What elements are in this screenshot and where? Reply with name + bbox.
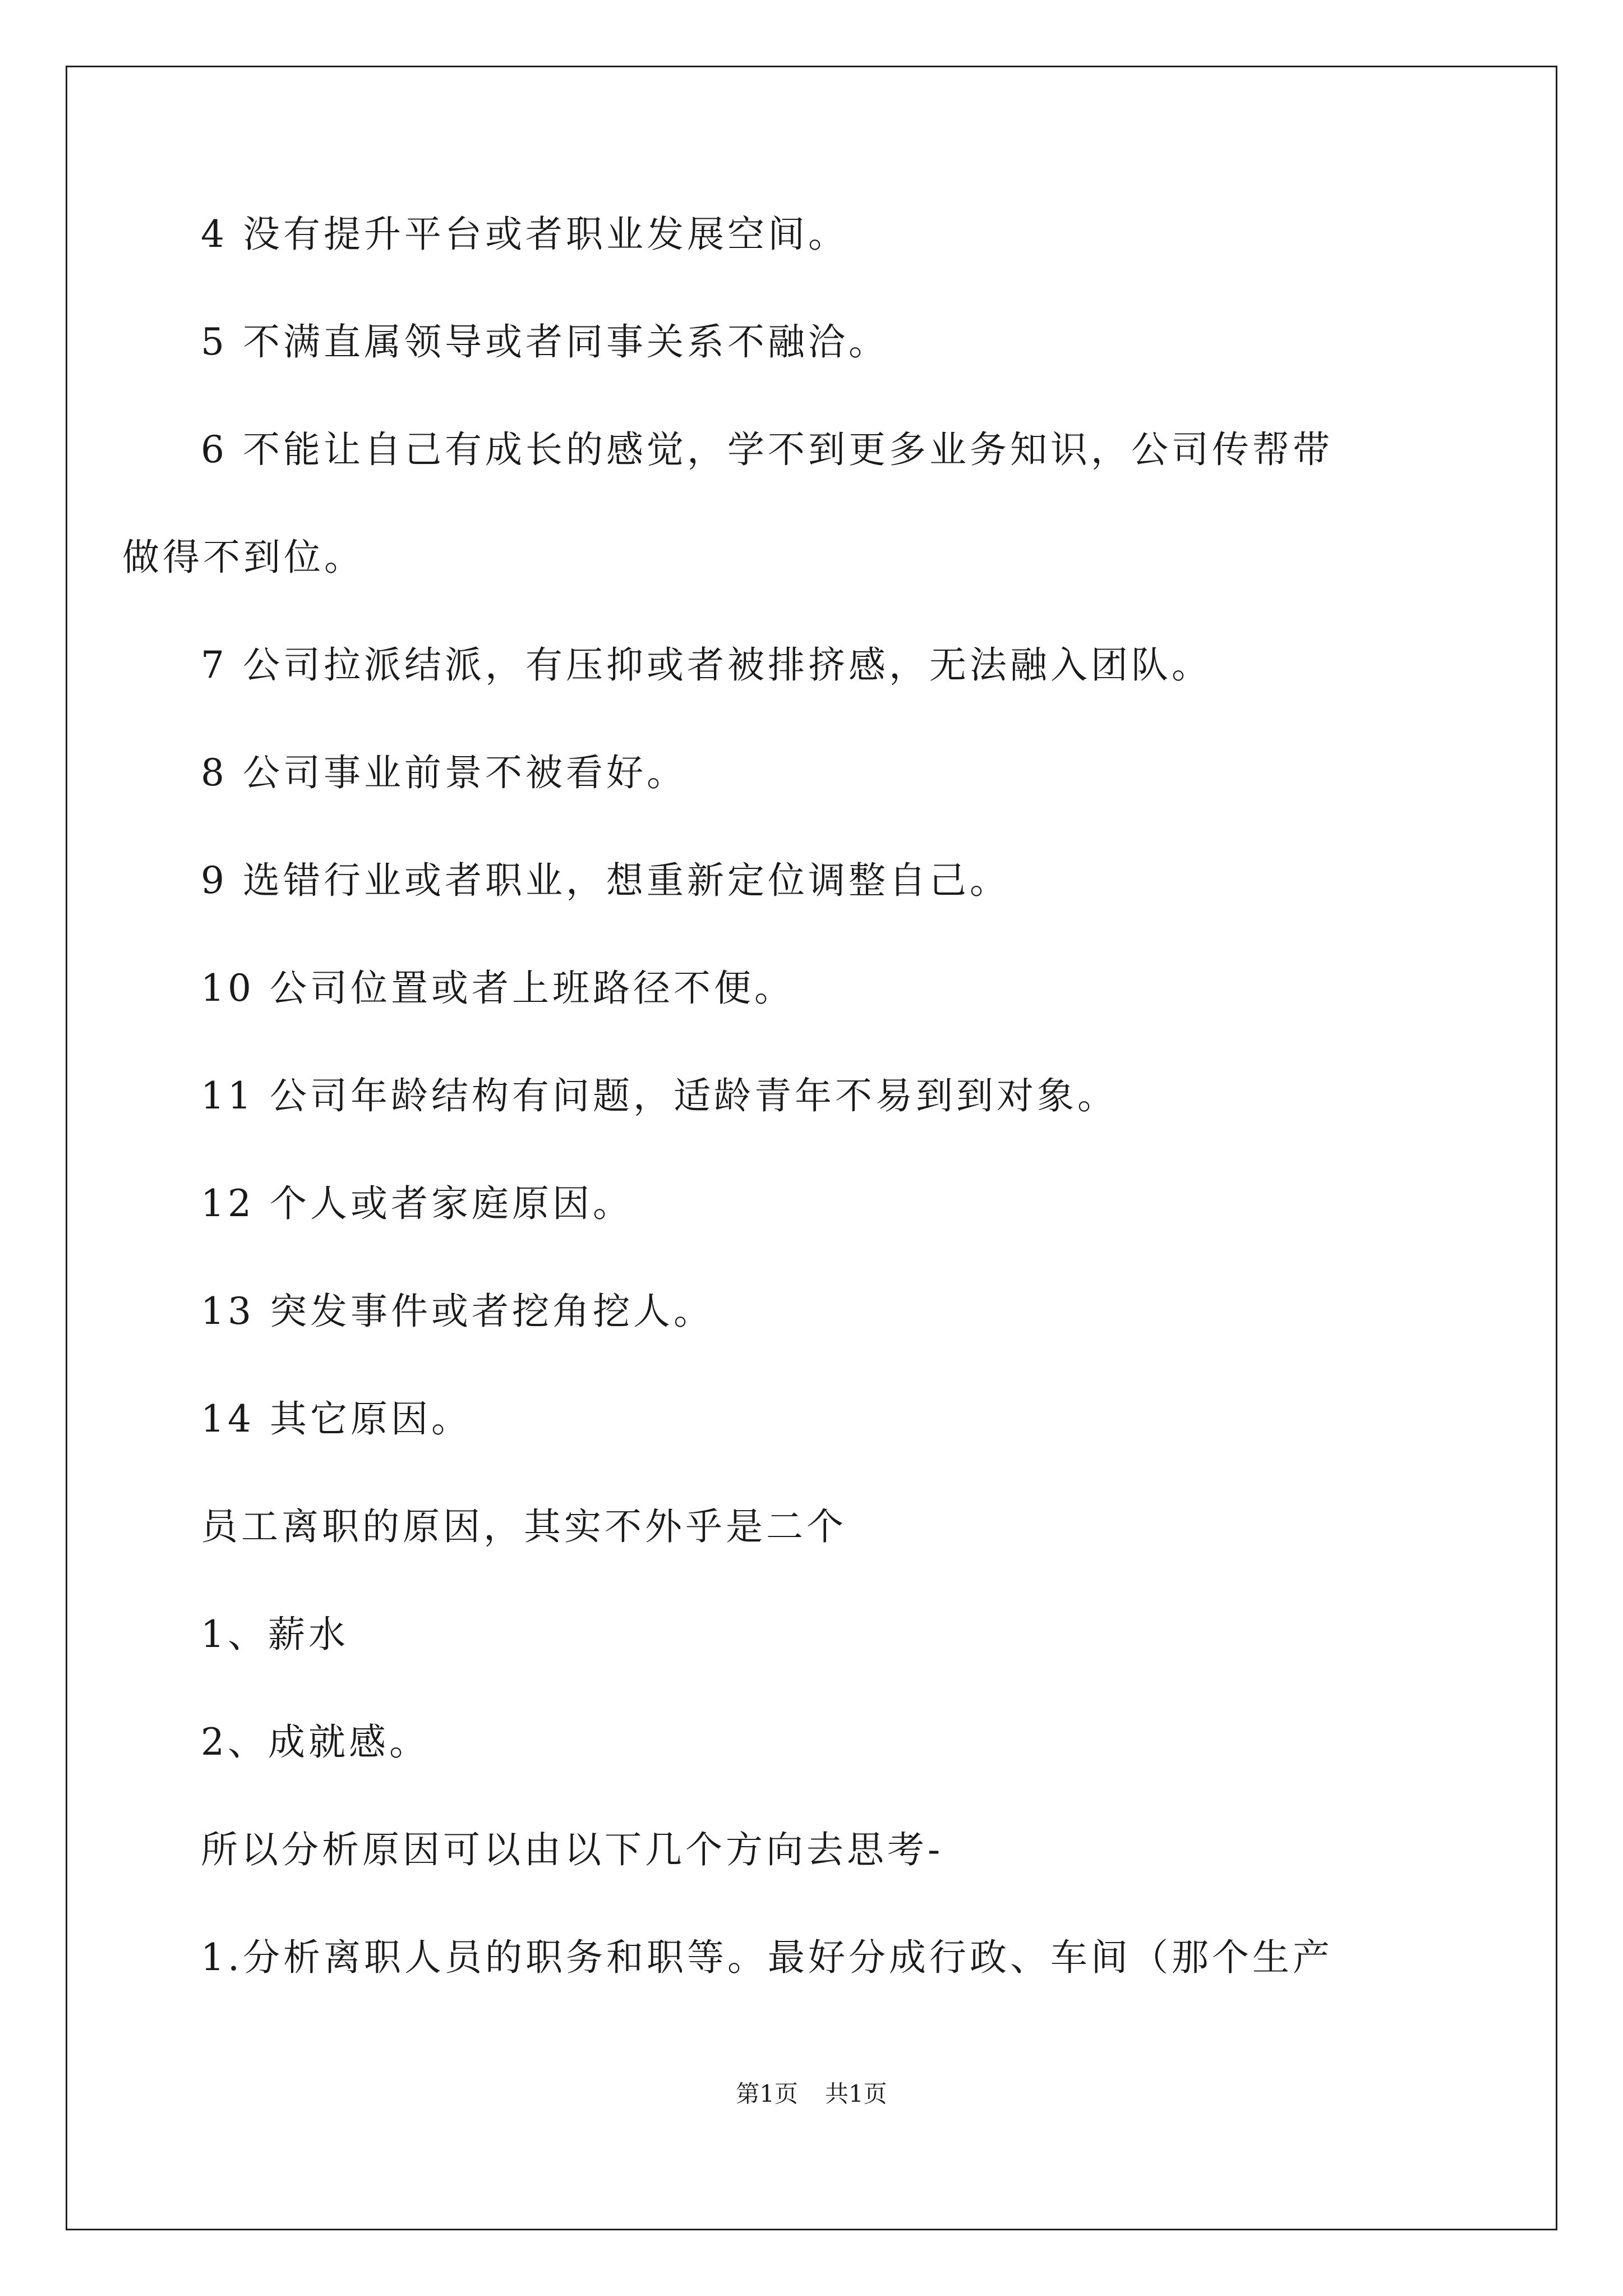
paragraph-item-6-line-1: 6 不能让自己有成长的感觉，学不到更多业务知识，公司传帮带 — [201, 428, 1333, 471]
paragraph-item-12: 12 个人或者家庭原因。 — [201, 1182, 633, 1225]
paragraph-item-9: 9 选错行业或者职业，想重新定位调整自己。 — [201, 859, 1010, 902]
paragraph-item-6-text — [122, 396, 1435, 611]
paragraph-item-11: 11 公司年龄结构有问题，适龄青年不易到到对象。 — [201, 1074, 1118, 1117]
footer-page-total: 共1页 — [825, 2080, 887, 2108]
paragraph-reason-achievement: 2、成就感。 — [201, 1720, 430, 1764]
paragraph-item-8: 8 公司事业前景不被看好。 — [201, 751, 687, 794]
paragraph-item-5: 5 不满直属领导或者同事关系不融洽。 — [201, 320, 889, 364]
paragraph-item-14: 14 其它原因。 — [201, 1397, 472, 1441]
footer-page-current: 第1页 — [736, 2080, 798, 2108]
paragraph-item-13: 13 突发事件或者挖角挖人。 — [201, 1290, 714, 1333]
paragraph-item-6-line-2: 做得不到位。 — [122, 536, 365, 579]
document-body — [122, 213, 1435, 2047]
paragraph-item-4: 4 没有提升平台或者职业发展空间。 — [201, 213, 849, 256]
page-footer — [0, 2076, 1623, 2109]
paragraph-summary-intro: 员工离职的原因，其实不外乎是二个 — [201, 1505, 847, 1548]
paragraph-reason-salary: 1、薪水 — [201, 1613, 349, 1656]
paragraph-analysis-intro: 所以分析原因可以由以下几个方向去思考- — [201, 1828, 944, 1871]
paragraph-item-7: 7 公司拉派结派，有压抑或者被排挤感，无法融入团队。 — [201, 643, 1212, 687]
paragraph-analysis-step-1: 1.分析离职人员的职务和职等。最好分成行政、车间（那个生产 — [201, 1936, 1333, 1979]
paragraph-item-6 — [122, 396, 1435, 611]
paragraph-item-10: 10 公司位置或者上班路径不便。 — [201, 967, 795, 1010]
